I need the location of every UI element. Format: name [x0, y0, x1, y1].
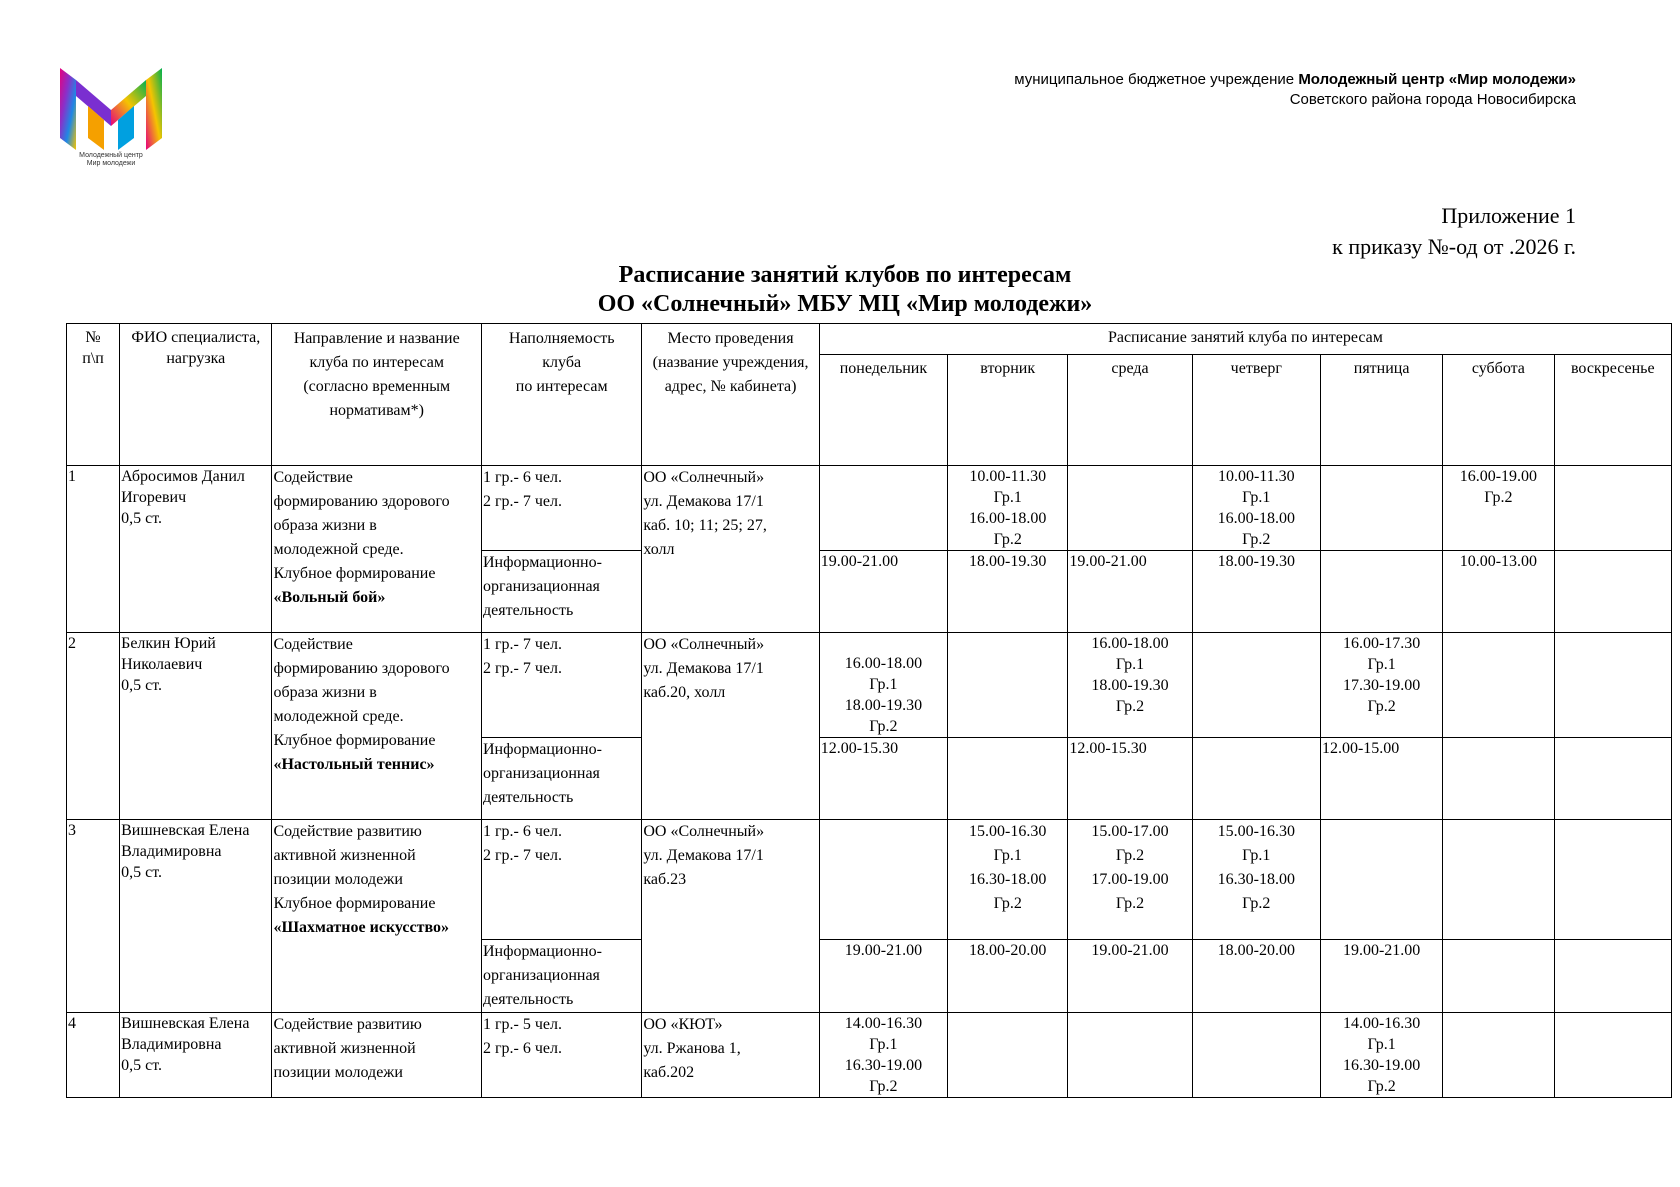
header-fill: Наполняемость клуба по интересам	[481, 324, 641, 466]
cell-direction: Содействие развитию активной жизненной позиции молодежи	[272, 1013, 482, 1098]
cell-wed: 15.00-17.00 Гр.2 17.00-19.00 Гр.2	[1068, 820, 1192, 940]
club-name: «Вольный бой»	[273, 589, 386, 606]
cell-mon: 16.00-18.00 Гр.1 18.00-19.30 Гр.2	[819, 633, 947, 738]
logo-caption-line: Молодежный центр	[79, 152, 143, 159]
cell-tue: 10.00-11.30 Гр.1 16.00-18.00 Гр.2	[948, 466, 1068, 551]
cell-fri	[1320, 551, 1442, 633]
cell-mon: 19.00-21.00	[819, 551, 947, 633]
header-fio: ФИО специалиста, нагрузка	[120, 324, 272, 466]
title-line: ОО «Солнечный» МБУ МЦ «Мир молодежи»	[597, 291, 1093, 317]
appendix-line: к приказу №-од от .2026 г.	[1332, 234, 1576, 259]
org-district: Советского района города Новосибирска	[1289, 91, 1576, 108]
cell-thu: 18.00-20.00	[1192, 940, 1320, 1013]
cell-thu	[1192, 633, 1320, 738]
cell-mon: 19.00-21.00	[819, 940, 947, 1013]
cell-fill: 1 гр.- 5 чел. 2 гр.- 6 чел.	[481, 1013, 641, 1098]
cell-fio: Вишневская Елена Владимировна 0,5 ст.	[120, 1013, 272, 1098]
cell-fill: 1 гр.- 6 чел. 2 гр.- 7 чел.	[481, 820, 641, 940]
cell-wed	[1068, 466, 1192, 551]
cell-direction: Содействие развитию активной жизненной позиции молодежи Клубное формирование «Шахматное искусство»	[272, 820, 482, 1013]
cell-num: 4	[67, 1013, 120, 1098]
cell-wed: 16.00-18.00 Гр.1 18.00-19.30 Гр.2	[1068, 633, 1192, 738]
appendix-note	[1332, 200, 1576, 262]
club-name: «Настольный теннис»	[273, 756, 435, 773]
header-day: вторник	[948, 355, 1068, 466]
cell-sat	[1443, 940, 1554, 1013]
cell-place: ОО «Солнечный» ул. Демакова 17/1 каб. 10; 11; 25; 27, холл	[642, 466, 819, 633]
logo-mark-icon	[58, 66, 164, 152]
cell-fio: Белкин Юрий Николаевич 0,5 ст.	[120, 633, 272, 820]
header-schedule: Расписание занятий клуба по интересам	[819, 324, 1671, 355]
cell-wed	[1068, 1013, 1192, 1098]
cell-sat	[1443, 1013, 1554, 1098]
logo-caption-line: Мир молодежи	[86, 160, 136, 167]
cell-sun	[1554, 633, 1671, 738]
cell-thu: 18.00-19.30	[1192, 551, 1320, 633]
cell-sun	[1554, 551, 1671, 633]
cell-sat: 16.00-19.00 Гр.2	[1443, 466, 1554, 551]
cell-wed: 12.00-15.30	[1068, 738, 1192, 820]
cell-mon: 14.00-16.30 Гр.1 16.30-19.00 Гр.2	[819, 1013, 947, 1098]
table-row	[67, 633, 1672, 738]
cell-direction: Содействие формированию здорового образа жизни в молодежной среде. Клубное формирование «Вольный бой»	[272, 466, 482, 633]
cell-sun	[1554, 738, 1671, 820]
cell-tue	[948, 1013, 1068, 1098]
cell-mon	[819, 466, 947, 551]
cell-tue	[948, 633, 1068, 738]
cell-fri: 19.00-21.00	[1320, 940, 1442, 1013]
title-line: Расписание занятий клубов по интересам	[618, 262, 1072, 288]
logo	[58, 66, 164, 174]
appendix-line: Приложение 1	[1441, 203, 1576, 228]
club-name: «Шахматное искусство»	[273, 919, 450, 936]
page-title	[0, 261, 1680, 319]
cell-sun	[1554, 820, 1671, 940]
header-day: четверг	[1192, 355, 1320, 466]
header-day: понедельник	[819, 355, 947, 466]
schedule-table	[66, 323, 1672, 1098]
header-day: пятница	[1320, 355, 1442, 466]
cell-info-activity: Информационно- организационная деятельность	[481, 738, 641, 820]
cell-thu	[1192, 1013, 1320, 1098]
cell-wed: 19.00-21.00	[1068, 940, 1192, 1013]
table-row	[67, 466, 1672, 551]
cell-num: 1	[67, 466, 120, 633]
cell-fio: Абросимов Данил Игоревич 0,5 ст.	[120, 466, 272, 633]
table-row	[67, 820, 1672, 940]
cell-place: ОО «Солнечный» ул. Демакова 17/1 каб.20, холл	[642, 633, 819, 820]
cell-tue: 18.00-19.30	[948, 551, 1068, 633]
cell-sun	[1554, 1013, 1671, 1098]
header-day: суббота	[1443, 355, 1554, 466]
cell-wed: 19.00-21.00	[1068, 551, 1192, 633]
cell-info-activity: Информационно- организационная деятельность	[481, 551, 641, 633]
cell-fio: Вишневская Елена Владимировна 0,5 ст.	[120, 820, 272, 1013]
cell-fri: 14.00-16.30 Гр.1 16.30-19.00 Гр.2	[1320, 1013, 1442, 1098]
cell-mon: 12.00-15.30	[819, 738, 947, 820]
header-day: среда	[1068, 355, 1192, 466]
cell-place: ОО «КЮТ» ул. Ржанова 1, каб.202	[642, 1013, 819, 1098]
cell-sat	[1443, 633, 1554, 738]
cell-sat	[1443, 738, 1554, 820]
cell-sat: 10.00-13.00	[1443, 551, 1554, 633]
cell-thu: 15.00-16.30 Гр.1 16.30-18.00 Гр.2	[1192, 820, 1320, 940]
cell-tue: 18.00-20.00	[948, 940, 1068, 1013]
cell-thu	[1192, 738, 1320, 820]
cell-mon	[819, 820, 947, 940]
cell-fri	[1320, 466, 1442, 551]
header-direction: Направление и название клуба по интересам (согласно временным нормативам*)	[272, 324, 482, 466]
header-num: № п\п	[67, 324, 120, 466]
cell-direction: Содействие формированию здорового образа жизни в молодежной среде. Клубное формирование «Настольный теннис»	[272, 633, 482, 820]
table-row	[67, 1013, 1672, 1098]
org-prefix: муниципальное бюджетное учреждение	[1014, 71, 1299, 88]
cell-tue	[948, 738, 1068, 820]
table-header-row	[67, 324, 1672, 355]
cell-fri	[1320, 820, 1442, 940]
cell-sat	[1443, 820, 1554, 940]
cell-sun	[1554, 940, 1671, 1013]
cell-place: ОО «Солнечный» ул. Демакова 17/1 каб.23	[642, 820, 819, 1013]
cell-fri: 12.00-15.00	[1320, 738, 1442, 820]
cell-fill: 1 гр.- 6 чел. 2 гр.- 7 чел.	[481, 466, 641, 551]
header-place: Место проведения (название учреждения, адрес, № кабинета)	[642, 324, 819, 466]
logo-caption	[58, 152, 164, 168]
cell-fill: 1 гр.- 7 чел. 2 гр.- 7 чел.	[481, 633, 641, 738]
cell-sun	[1554, 466, 1671, 551]
cell-fri: 16.00-17.30 Гр.1 17.30-19.00 Гр.2	[1320, 633, 1442, 738]
cell-info-activity: Информационно- организационная деятельность	[481, 940, 641, 1013]
cell-num: 2	[67, 633, 120, 820]
cell-thu: 10.00-11.30 Гр.1 16.00-18.00 Гр.2	[1192, 466, 1320, 551]
cell-tue: 15.00-16.30 Гр.1 16.30-18.00 Гр.2	[948, 820, 1068, 940]
header-day: воскресенье	[1554, 355, 1671, 466]
org-name: Молодежный центр «Мир молодежи»	[1298, 71, 1576, 88]
cell-num: 3	[67, 820, 120, 1013]
org-header	[1014, 70, 1576, 110]
